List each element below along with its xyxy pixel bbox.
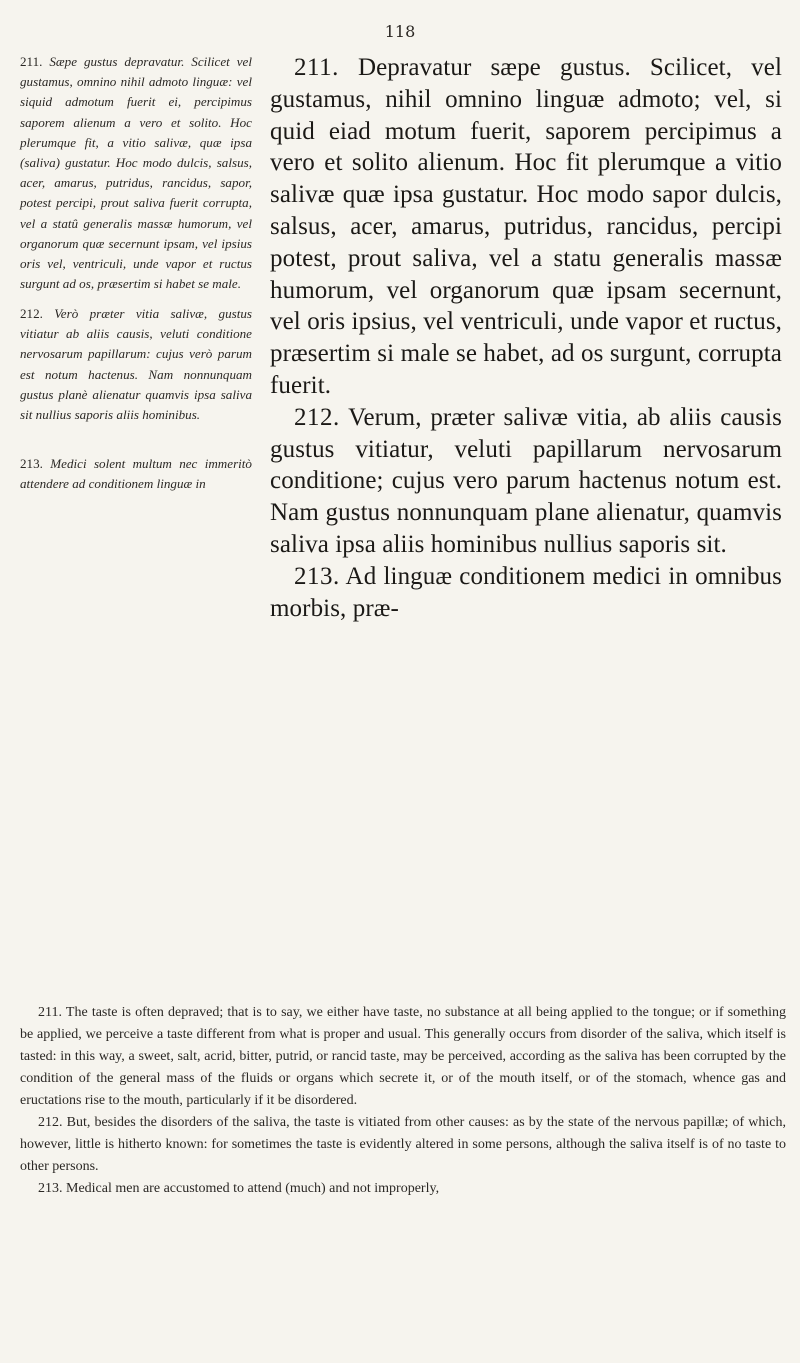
paragraph-number: 212. [294,403,340,431]
translation-footnotes [20,1002,786,1200]
footnote-text: The taste is often depraved; that is to say, we either have taste, no substance at all being applied to the tongue; or if something be applied, we perceive a taste different from what is proper and usual. This generally occurs from disorder of the saliva, which itself is tasted: in this way, a sweet, salt, acrid, bitter, putrid, or rancid taste, may be perceived, according as the saliva has been corrupted by the condition of the general mass of the fluids or organs which secrete it, or of the mouth itself, or of the stomach, whence gas and eructations rise to the mouth, particularly if it be disordered. [20,1005,786,1108]
footnote [20,1112,786,1178]
footnote-number: 212. [38,1115,63,1130]
marginal-note [20,52,252,294]
paragraph-number: 213. [294,562,340,590]
marginal-note-number: 211. [20,54,43,69]
marginal-note [20,454,252,494]
marginal-note-text: Verò præter vitia salivæ, gustus vitiatur ab aliis causis, veluti conditione nervosarum papillarum: cujus verò parum est notum hactenus. Nam nonnunquam gustus planè alienatur quamvis ipsa saliva sit nullius saporis aliis hominibus. [20,306,252,423]
paragraph-text: Depravatur sæpe gustus. Scilicet, vel gustamus, nihil omnino linguæ admoto; vel, si quid eiad motum fuerit, saporem percipimus a vero et solito alienum. Hoc fit plerumque a vitio salivæ quæ ipsa gustatur. Hoc modo sapor dulcis, salsus, acer, amarus, putridus, rancidus, percipi potest, prout saliva, vel a statu generalis massæ humorum, vel organorum quæ ipsam secernunt, vel oris ipsius, vel ventriculi, unde vapor et ructus, præsertim si male se habet, ad os surgunt, corrupta fuerit. [270,54,782,399]
marginal-note-number: 213. [20,456,43,471]
footnote-number: 213. [38,1181,63,1196]
main-paragraph [270,561,782,625]
footnote-number: 211. [38,1005,62,1020]
marginal-note-text: Sæpe gustus depravatur. Scilicet vel gustamus, omnino nihil admoto linguæ: vel siquid admotum fuerit ei, percipimus saporem alienum a vero et solito. Hoc plerumque fit, a vitio salivæ, quæ ipsa (saliva) gustatur. Hoc modo dulcis, salsus, acer, amarus, putridus, rancidus, sapor, potest percipi, prout saliva fuerit corrupta, vel a statû generalis massæ humorum, vel organorum quæ secernunt ipsam, vel ipsius oris vel, ventriculi, unde vapor et ructus surgunt ad os, præsertim si habet se male. [20,54,252,292]
paragraph-text: Ad linguæ conditionem medici in omnibus morbis, præ- [270,562,782,622]
marginal-note-number: 212. [20,306,43,321]
marginal-note-text: Medici solent multum nec immeritò attendere ad conditionem linguæ in [20,456,252,492]
footnote-text: Medical men are accustomed to attend (much) and not improperly, [66,1181,440,1196]
main-paragraph [270,402,782,561]
marginal-note [20,304,252,425]
paragraph-number: 211. [294,54,339,81]
page-number: 118 [384,22,416,41]
footnote [20,1178,786,1200]
paragraph-text: Verum, præter salivæ vitia, ab aliis causis gustus vitiatur, veluti papillarum nervosarum conditione; cujus vero parum hactenus notum est. Nam gustus nonnunquam plane alienatur, quamvis saliva ipsa aliis hominibus nullius saporis sit. [270,403,782,558]
footnote-text: But, besides the disorders of the saliva, the taste is vitiated from other causes: as by the state of the nervous papillæ; of which, however, little is hitherto known: for sometimes the taste is evidently altered in some persons, although the saliva itself is of no taste to other persons. [20,1115,787,1174]
main-paragraph [270,52,782,402]
footnote [20,1002,786,1112]
main-text-column [270,52,782,624]
